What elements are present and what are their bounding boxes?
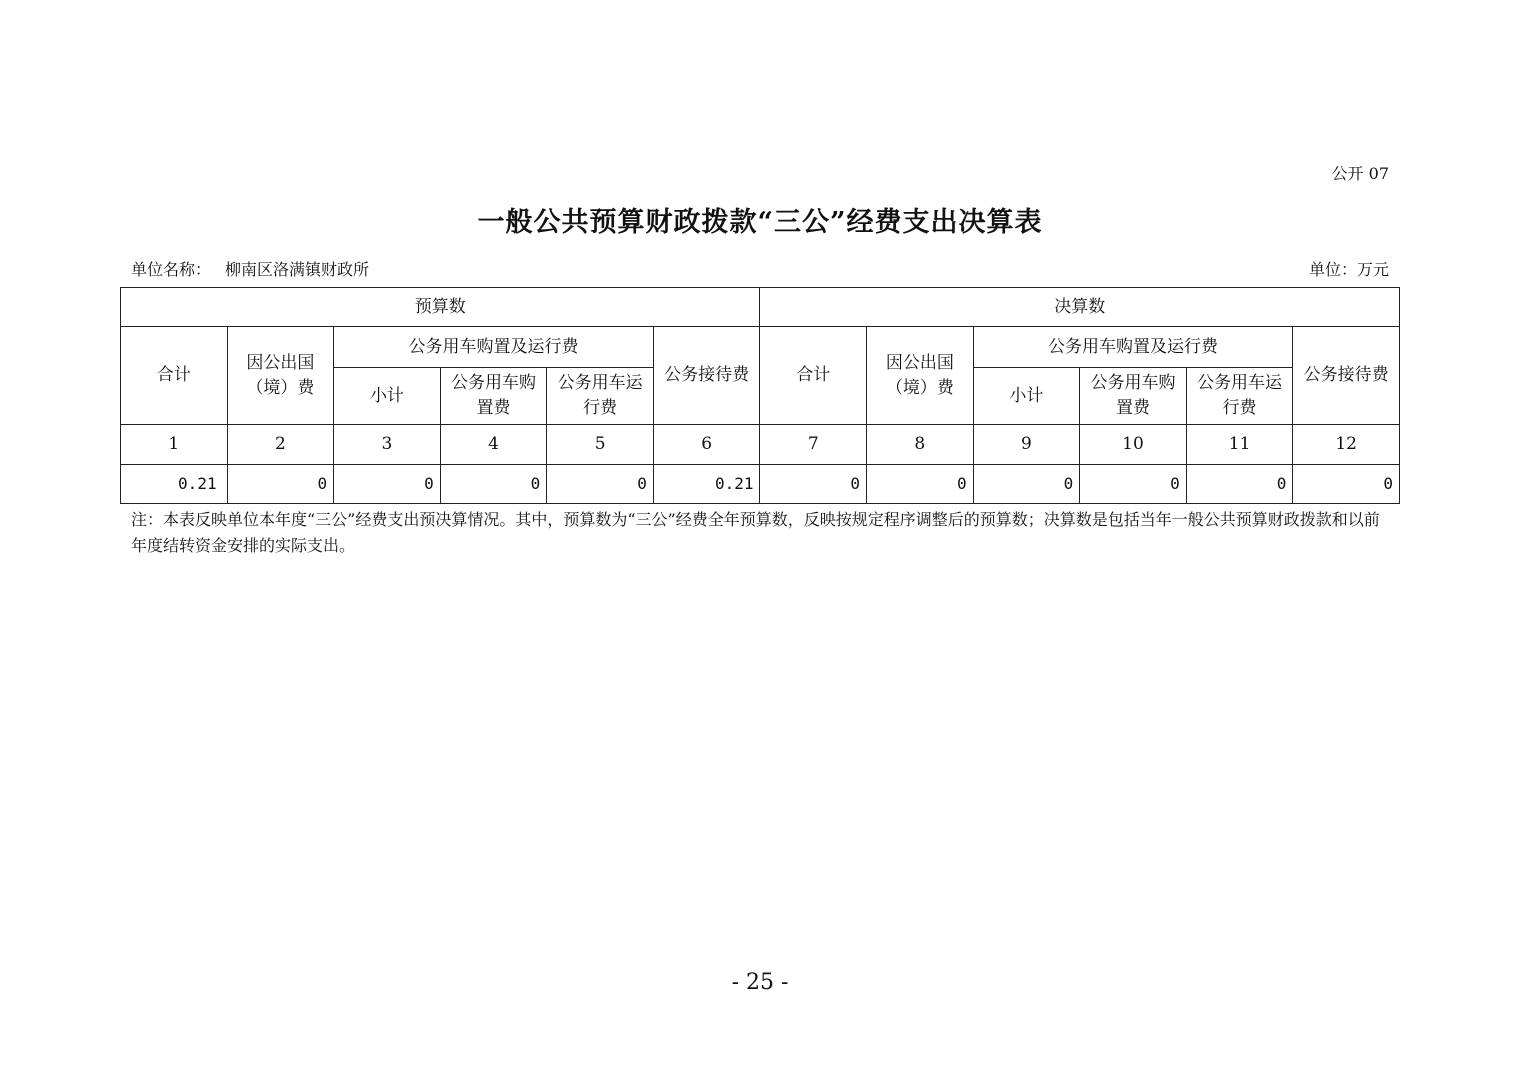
value-cell: 0.21 xyxy=(653,465,760,504)
index-cell: 6 xyxy=(653,425,760,465)
col-header-budget-subtotal: 小计 xyxy=(334,368,441,425)
value-cell: 0 xyxy=(547,465,654,504)
col-header-final-overseas: 因公出国（境）费 xyxy=(867,327,974,425)
value-cell: 0 xyxy=(1186,465,1293,504)
unit-name-value: 柳南区洛满镇财政所 xyxy=(225,260,370,279)
index-cell: 7 xyxy=(760,425,867,465)
index-cell: 8 xyxy=(867,425,974,465)
page-number: - 25 - xyxy=(731,970,789,995)
value-cell: 0 xyxy=(440,465,547,504)
col-header-budget-overseas: 因公出国（境）费 xyxy=(227,327,334,425)
col-header-budget-vehicle: 公务用车购置及运行费 xyxy=(334,327,654,368)
index-cell: 10 xyxy=(1080,425,1187,465)
three-public-expenses-table xyxy=(120,287,1400,504)
group-header-final: 决算数 xyxy=(760,288,1400,327)
col-header-final-vehicle-operation: 公务用车运行费 xyxy=(1186,368,1293,425)
col-header-budget-vehicle-purchase: 公务用车购置费 xyxy=(440,368,547,425)
unit-currency: 单位：万元 xyxy=(1308,260,1389,279)
index-cell: 2 xyxy=(227,425,334,465)
table-row-values xyxy=(121,465,1400,504)
col-header-final-total: 合计 xyxy=(760,327,867,425)
index-cell: 3 xyxy=(334,425,441,465)
table-note: 注：本表反映单位本年度“三公”经费支出预决算情况。其中，预算数为“三公”经费全年预算数，反映按规定程序调整后的预算数；决算数是包括当年一般公共预算财政拨款和以前年度结转资金安排的实际支出。 xyxy=(131,510,1380,555)
value-cell: 0 xyxy=(760,465,867,504)
col-header-budget-total: 合计 xyxy=(121,327,228,425)
col-header-budget-reception: 公务接待费 xyxy=(653,327,760,425)
col-header-final-reception: 公务接待费 xyxy=(1293,327,1400,425)
table-group-header-row xyxy=(121,288,1400,327)
value-cell: 0 xyxy=(227,465,334,504)
table-column-header-row xyxy=(121,327,1400,368)
index-cell: 11 xyxy=(1186,425,1293,465)
index-cell: 1 xyxy=(121,425,228,465)
col-header-final-subtotal: 小计 xyxy=(973,368,1080,425)
col-header-final-vehicle: 公务用车购置及运行费 xyxy=(973,327,1293,368)
index-cell: 9 xyxy=(973,425,1080,465)
col-header-budget-vehicle-operation: 公务用车运行费 xyxy=(547,368,654,425)
index-cell: 12 xyxy=(1293,425,1400,465)
value-cell: 0 xyxy=(867,465,974,504)
unit-name-label: 单位名称： xyxy=(131,260,212,279)
table-row-index xyxy=(121,425,1400,465)
value-cell: 0 xyxy=(1080,465,1187,504)
form-code: 公开 07 xyxy=(1331,164,1389,183)
value-cell: 0.21 xyxy=(121,465,228,504)
col-header-final-vehicle-purchase: 公务用车购置费 xyxy=(1080,368,1187,425)
index-cell: 4 xyxy=(440,425,547,465)
value-cell: 0 xyxy=(334,465,441,504)
value-cell: 0 xyxy=(1293,465,1400,504)
unit-name-line xyxy=(131,257,369,280)
value-cell: 0 xyxy=(973,465,1080,504)
index-cell: 5 xyxy=(547,425,654,465)
group-header-budget: 预算数 xyxy=(121,288,760,327)
page-title: 一般公共预算财政拨款“三公”经费支出决算表 xyxy=(477,207,1043,238)
